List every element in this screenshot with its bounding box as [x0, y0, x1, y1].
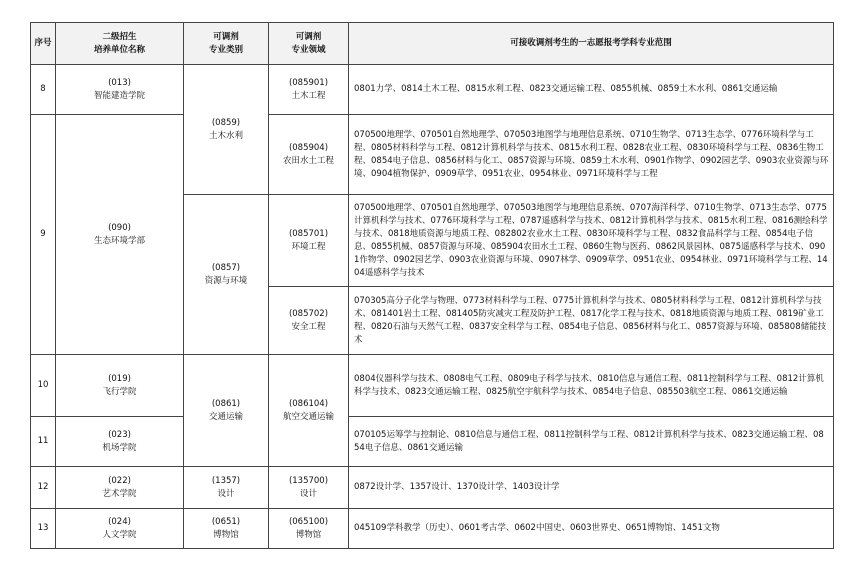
table-row — [31, 65, 834, 115]
header-field: 可调剂 专业领域 — [269, 23, 349, 65]
seq-cell: 9 — [31, 115, 56, 355]
table-row — [31, 467, 834, 509]
field-cell: (085701) 环境工程 — [269, 195, 349, 287]
unit-cell: (013) 智能建造学院 — [56, 65, 184, 115]
unit-cell: (023) 机场学院 — [56, 417, 184, 467]
field-cell: (086104) 航空交通运输 — [269, 355, 349, 467]
seq-cell: 11 — [31, 417, 56, 467]
category-cell: (0857) 资源与环境 — [184, 195, 269, 355]
scope-cell: 070500地理学、070501自然地理学、070503地图学与地理信息系统、0707海洋科学、0710生物学、0713生态学、0775计算机科学与技术、0776环境科学与工程、0787遥感科学与技术、0812计算机科学与技术、0815水利工程、0816测绘科学与技术、0818地质资源与地质工程、082802农业水土工程、0830环境科学与工程、0832食品科学与工程、0854电子信息、0855机械、0857资源与环境、085904农田水土工程、0860生物与医药、0862风景园林、0875遥感科学与技术、0901作物学、0902园艺学、0903农业资源与环境、0907林学、0909草学、0951农业、0954林业、0971环境科学与工程、1404遥感科学与技术 — [349, 195, 834, 287]
unit-cell: (090) 生态环境学部 — [56, 115, 184, 355]
table-header-row — [31, 23, 834, 65]
unit-cell: (024) 人文学院 — [56, 509, 184, 549]
category-cell: (0651) 博物馆 — [184, 509, 269, 549]
scope-cell: 0801力学、0814土木工程、0815水利工程、0823交通运输工程、0855机械、0859土木水利、0861交通运输 — [349, 65, 834, 115]
category-cell: (0859) 土木水利 — [184, 65, 269, 195]
header-category: 可调剂 专业类别 — [184, 23, 269, 65]
table-row — [31, 509, 834, 549]
field-cell: (135700) 设计 — [269, 467, 349, 509]
unit-cell: (019) 飞行学院 — [56, 355, 184, 417]
seq-cell: 12 — [31, 467, 56, 509]
table-row — [31, 355, 834, 417]
scope-cell: 070105运筹学与控制论、0810信息与通信工程、0811控制科学与工程、0812计算机科学与技术、0823交通运输工程、0854电子信息、0861交通运输 — [349, 417, 834, 467]
seq-cell: 13 — [31, 509, 56, 549]
field-cell: (085901) 土木工程 — [269, 65, 349, 115]
scope-cell: 045109学科教学（历史）、0601考古学、0602中国史、0603世界史、0651博物馆、1451文物 — [349, 509, 834, 549]
adjustment-table — [30, 22, 834, 549]
header-scope: 可接收调剂考生的一志愿报考学科专业范围 — [349, 23, 834, 65]
unit-cell: (022) 艺术学院 — [56, 467, 184, 509]
scope-cell: 0804仪器科学与技术、0808电气工程、0809电子科学与技术、0810信息与通信工程、0811控制科学与工程、0812计算机科学与技术、0823交通运输工程、0825航空宇航科学与技术、0854电子信息、085503航空工程、0861交通运输 — [349, 355, 834, 417]
scope-cell: 0872设计学、1357设计、1370设计学、1403设计学 — [349, 467, 834, 509]
header-seq: 序号 — [31, 23, 56, 65]
scope-cell: 070305高分子化学与物理、0773材料科学与工程、0775计算机科学与技术、0805材料科学与工程、0812计算机科学与技术、081401岩土工程、081405防灾减灾工程及防护工程、0817化学工程与技术、0818地质资源与地质工程、0819矿业工程、0820石油与天然气工程、0837安全科学与工程、0854电子信息、0856材料与化工、0857资源与环境、085808储能技术 — [349, 287, 834, 355]
field-cell: (085702) 安全工程 — [269, 287, 349, 355]
seq-cell: 8 — [31, 65, 56, 115]
field-cell: (085904) 农田水土工程 — [269, 115, 349, 195]
category-cell: (1357) 设计 — [184, 467, 269, 509]
category-cell: (0861) 交通运输 — [184, 355, 269, 467]
header-unit: 二级招生 培养单位名称 — [56, 23, 184, 65]
table-row — [31, 115, 834, 195]
seq-cell: 10 — [31, 355, 56, 417]
field-cell: (065100) 博物馆 — [269, 509, 349, 549]
scope-cell: 070500地理学、070501自然地理学、070503地图学与地理信息系统、0710生物学、0713生态学、0776环境科学与工程、0805材料科学与工程、0812计算机科学与技术、0815水利工程、0828农业工程、0830环境科学与工程、0836生物工程、0854电子信息、0856材料与化工、0857资源与环境、0859土木水利、0901作物学、0902园艺学、0903农业资源与环境、0904植物保护、0909草学、0951农业、0954林业、0971环境科学与工程 — [349, 115, 834, 195]
table-row — [31, 417, 834, 467]
